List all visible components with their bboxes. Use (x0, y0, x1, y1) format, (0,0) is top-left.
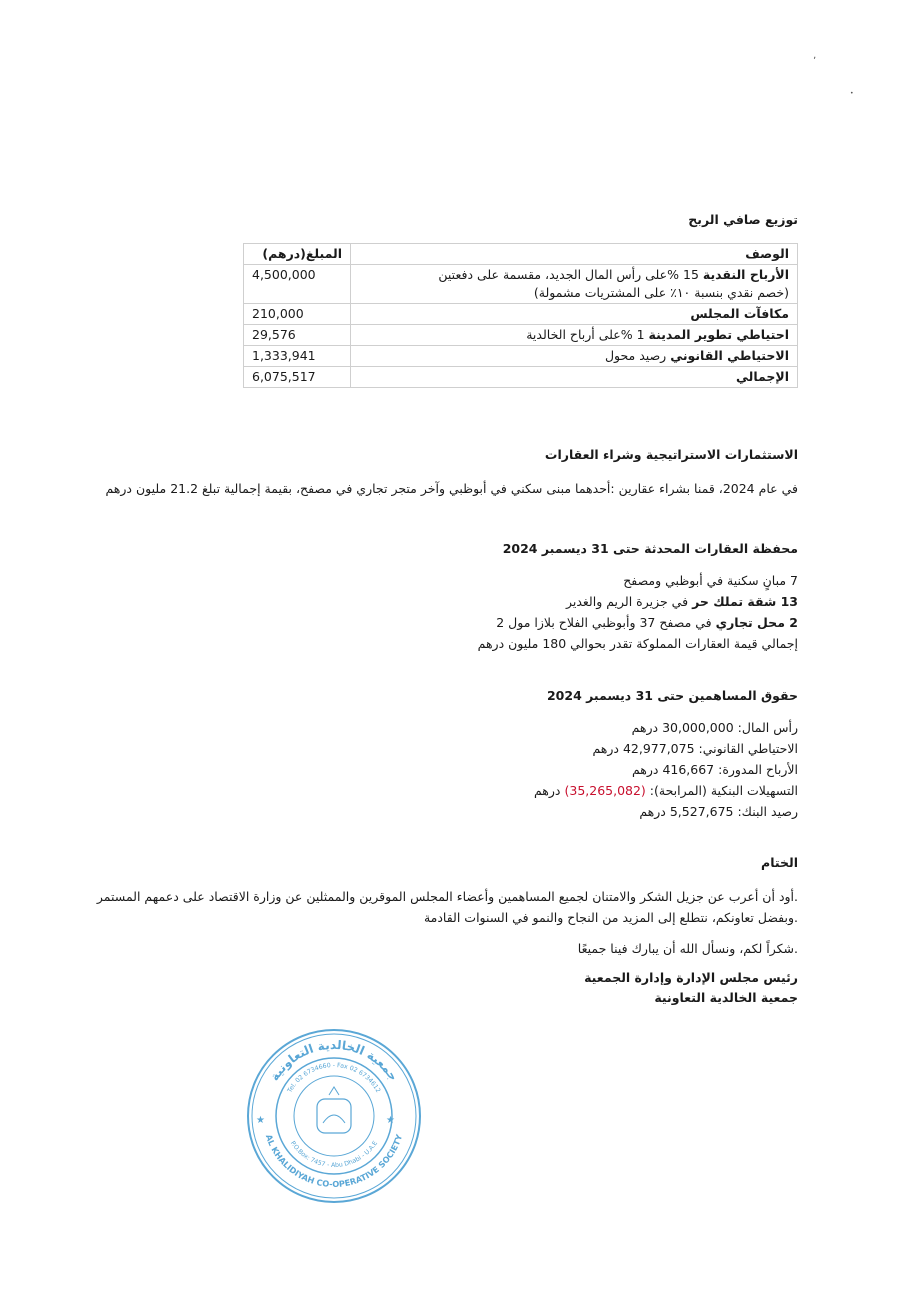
scan-speck: • (850, 90, 854, 97)
table-row (244, 304, 798, 325)
negative-value: (35,265,082) (564, 783, 646, 798)
equity-item: الاحتياطي القانوني: 42,977,075 درهم (592, 741, 798, 756)
row-amount: 6,075,517 (244, 367, 351, 388)
equity-item: التسهيلات البنكية (المرابحة): (35,265,082) درهم (533, 783, 798, 798)
society-stamp (245, 1027, 423, 1205)
header-amount: المبلغ(درهم) (244, 244, 351, 265)
signature-org: جمعية الخالدية التعاونية (654, 990, 798, 1005)
closing-thanks: .شكراً لكم، ونسأل الله أن يبارك فينا جميعًا (577, 941, 798, 956)
row-label-bold: مكافآت المجلس (690, 306, 789, 321)
equity-item: رصيد البنك: 5,527,675 درهم (639, 804, 798, 819)
row-amount: 210,000 (244, 304, 351, 325)
equity-title: حقوق المساهمين حتى 31 ديسمبر 2024 (546, 688, 798, 703)
row-label-bold: احتياطي تطوير المدينة (648, 327, 789, 342)
list-item: 13 شقة تملك حر في جزيرة الريم والغدير (565, 594, 798, 609)
stamp-contact: Tel. 02 6734660 - Fax 02 6734612 (286, 1062, 382, 1094)
row-label-bold: الاحتياطي القانوني (670, 348, 789, 363)
list-item: 2 محل تجاري في مصفح 37 وأبوظبي الفلاح بلازا مول 2 (496, 615, 798, 630)
row-label-rest: 15 %على رأس المال الجديد، مقسمة على دفعتين (438, 267, 703, 282)
closing-line2: .وبفضل تعاونكم، نتطلع إلى المزيد من النجاح والنمو في السنوات القادمة (423, 910, 798, 925)
table-row-total (244, 367, 798, 388)
star-icon: ★ (386, 1115, 395, 1126)
portfolio-title: محفظة العقارات المحدثة حتى 31 ديسمبر 2024 (502, 541, 798, 556)
distribution-table (243, 243, 798, 388)
row-amount: 29,576 (244, 325, 351, 346)
distribution-title: توزيع صافي الربح (688, 212, 798, 227)
star-icon: ★ (256, 1115, 265, 1126)
table-row (244, 325, 798, 346)
closing-line1: .أود أن أعرب عن جزيل الشكر والامتنان لجميع المساهمين وأعضاء المجلس الموقرين والممثلين عن وزارة الاقتصاد على دعمهم المستمر (96, 889, 798, 904)
table-row (244, 265, 798, 304)
row-amount: 4,500,000 (244, 265, 351, 304)
row-label-bold: الأرباح النقدية (702, 267, 789, 282)
signature-title: رئيس مجلس الإدارة وإدارة الجمعية (584, 970, 798, 985)
closing-title: الختام (761, 855, 798, 870)
equity-item: رأس المال: 30,000,000 درهم (631, 720, 798, 735)
row-amount: 1,333,941 (244, 346, 351, 367)
row-label-line2: (خصم نقدي بنسبة ١٠٪ على المشتريات مشمولة) (533, 285, 789, 300)
header-description: الوصف (351, 244, 798, 265)
scan-speck: ʼ (813, 56, 817, 67)
stamp-english-ring: AL KHALIDIYAH CO-OPERATIVE SOCIETY (263, 1133, 405, 1190)
row-label-rest: 1 %على أرباح الخالدية (526, 327, 649, 342)
stamp-arabic-ring: جمعية الخالدية التعاونية (267, 1037, 401, 1084)
stamp-pobox: P.O.Box: 7457 - Abu Dhabi - U.A.E (288, 1139, 380, 1170)
row-label-rest: رصيد محول (604, 348, 671, 363)
equity-item: الأرباح المدورة: 416,667 درهم (631, 762, 798, 777)
list-item: إجمالي قيمة العقارات المملوكة تقدر بحوالي 180 مليون درهم (477, 636, 798, 651)
table-row (244, 346, 798, 367)
investments-text: في عام 2024، قمنا بشراء عقارين :أحدهما مبنى سكني في أبوظبي وآخر متجر تجاري في مصفح، بقيمة إجمالية تبلغ 21.2 مليون درهم (105, 481, 798, 496)
row-label-bold: الإجمالي (735, 369, 789, 384)
list-item: 7 مبانٍ سكنية في أبوظبي ومصفح (623, 573, 798, 588)
table-header-row (244, 244, 798, 265)
investments-title: الاستثمارات الاستراتيجية وشراء العقارات (544, 447, 798, 462)
